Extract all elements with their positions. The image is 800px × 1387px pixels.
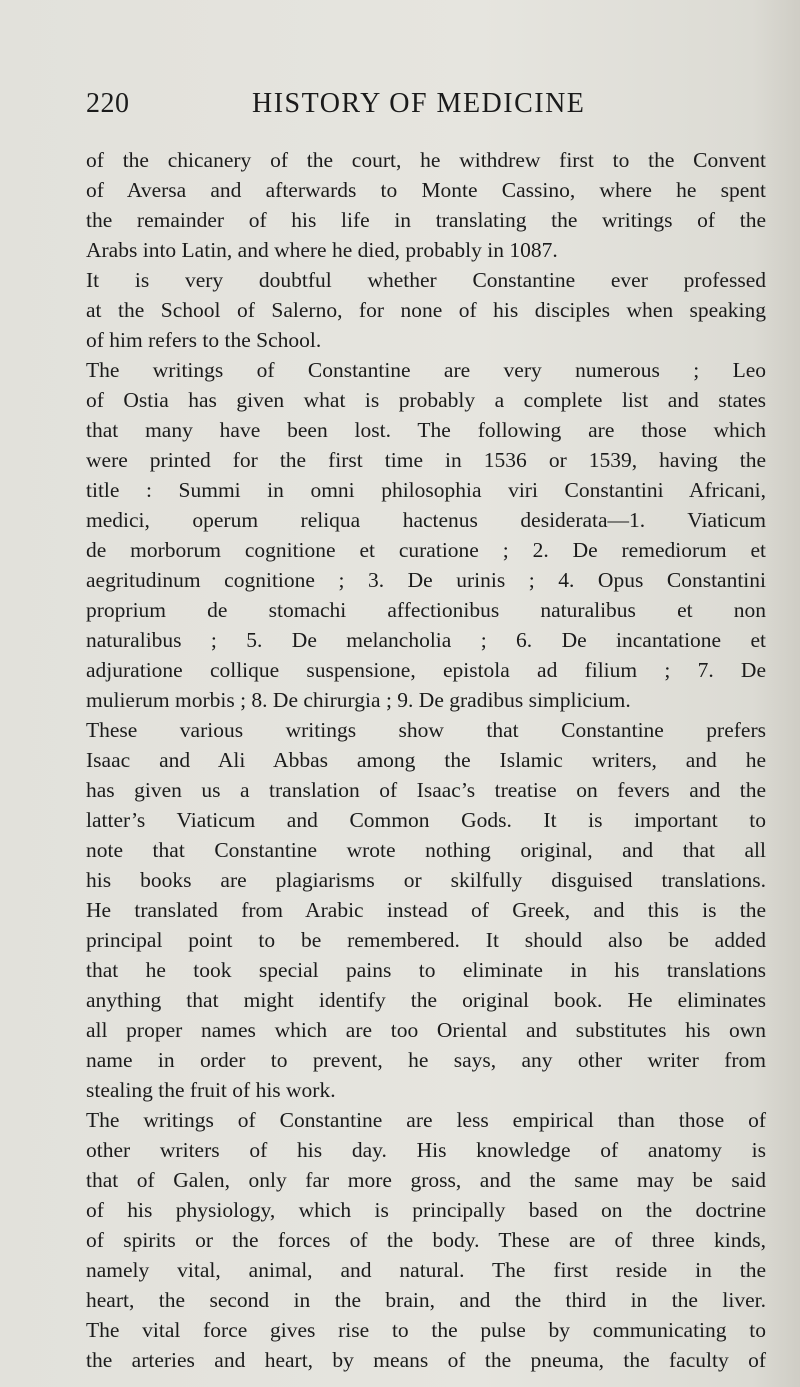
text-line: stealing the fruit of his work. <box>86 1078 336 1102</box>
text-line: the arteries and heart, by means of the pneuma, the faculty of <box>86 1348 766 1372</box>
running-title: HISTORY OF MEDICINE <box>252 88 586 119</box>
text-line: has given us a translation of Isaac’s treatise on fevers and the <box>86 778 766 802</box>
text-line: The writings of Constantine are very numerous ; Leo <box>86 358 766 382</box>
text-line: naturalibus ; 5. De melancholia ; 6. De incantatione et <box>86 628 766 652</box>
text-line: These various writings show that Constantine prefers <box>86 718 766 742</box>
text-line: The writings of Constantine are less empirical than those of <box>86 1108 766 1132</box>
text-line: latter’s Viaticum and Common Gods. It is important to <box>86 808 766 832</box>
text-line: were printed for the first time in 1536 or 1539, having the <box>86 448 766 472</box>
text-line: his books are plagiarisms or skilfully disguised translations. <box>86 868 766 892</box>
text-line: of Aversa and afterwards to Monte Cassino, where he spent <box>86 178 766 202</box>
text-line: of him refers to the School. <box>86 328 322 352</box>
text-line: medici, operum reliqua hactenus desiderata—1. Viaticum <box>86 508 766 532</box>
text-line: at the School of Salerno, for none of his disciples when speaking <box>86 298 766 322</box>
text-line: anything that might identify the original book. He eliminates <box>86 988 766 1012</box>
text-line: name in order to prevent, he says, any other writer from <box>86 1048 766 1072</box>
text-line: Arabs into Latin, and where he died, probably in 1087. <box>86 238 558 262</box>
text-line: of his physiology, which is principally based on the doctrine <box>86 1198 766 1222</box>
text-line: note that Constantine wrote nothing original, and that all <box>86 838 766 862</box>
text-line: of the chicanery of the court, he withdrew first to the Convent <box>86 148 766 172</box>
text-line: principal point to be remembered. It should also be added <box>86 928 766 952</box>
text-line: that he took special pains to eliminate in his translations <box>86 958 766 982</box>
text-line: other writers of his day. His knowledge of anatomy is <box>86 1138 766 1162</box>
text-line: proprium de stomachi affectionibus naturalibus et non <box>86 598 766 622</box>
text-line: title : Summi in omni philosophia viri Constantini Africani, <box>86 478 766 502</box>
text-line: all proper names which are too Oriental and substitutes his own <box>86 1018 766 1042</box>
text-line: He translated from Arabic instead of Greek, and this is the <box>86 898 766 922</box>
text-line: namely vital, animal, and natural. The first reside in the <box>86 1258 766 1282</box>
text-line: of spirits or the forces of the body. These are of three kinds, <box>86 1228 766 1252</box>
text-line: The vital force gives rise to the pulse by communicating to <box>86 1318 766 1342</box>
text-line: de morborum cognitione et curatione ; 2. De remediorum et <box>86 538 766 562</box>
text-line: the remainder of his life in translating the writings of the <box>86 208 766 232</box>
text-line: mulierum morbis ; 8. De chirurgia ; 9. De gradibus simplicium. <box>86 688 631 712</box>
text-line: It is very doubtful whether Constantine ever professed <box>86 268 766 292</box>
text-line: aegritudinum cognitione ; 3. De urinis ; 4. Opus Constantini <box>86 568 766 592</box>
page-header <box>0 88 800 128</box>
text-line: that of Galen, only far more gross, and the same may be said <box>86 1168 766 1192</box>
text-line: Isaac and Ali Abbas among the Islamic writers, and he <box>86 748 766 772</box>
text-line: of Ostia has given what is probably a complete list and states <box>86 388 766 412</box>
page-number: 220 <box>86 88 130 119</box>
body-text <box>86 145 766 1375</box>
text-line: heart, the second in the brain, and the third in the liver. <box>86 1288 766 1312</box>
text-line: adjuratione collique suspensione, epistola ad filium ; 7. De <box>86 658 766 682</box>
text-line: that many have been lost. The following are those which <box>86 418 766 442</box>
